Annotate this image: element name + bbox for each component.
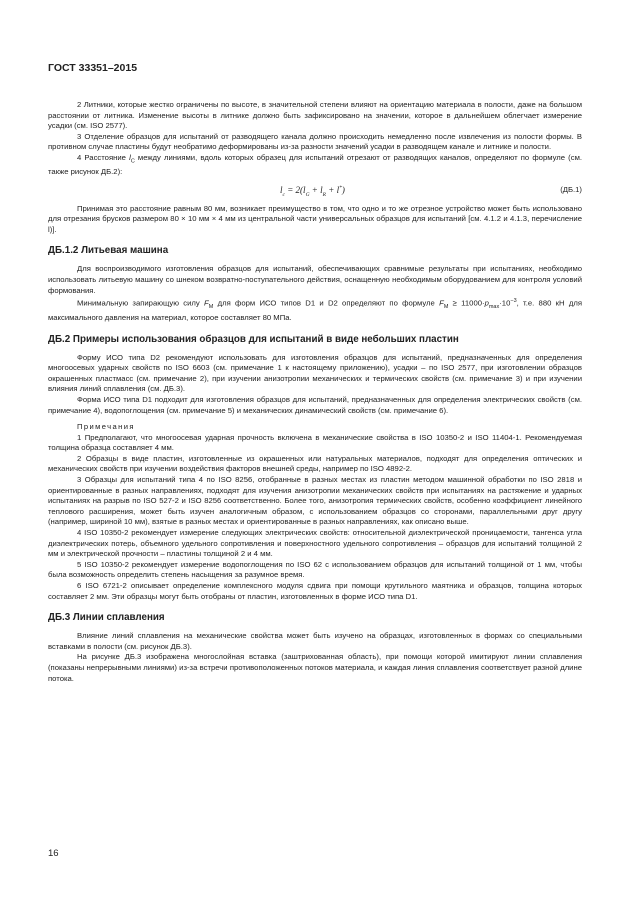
section-heading-db2: ДБ.2 Примеры использования образцов для испытаний в виде небольших пластин: [48, 333, 459, 345]
paragraph-clamp-force: Минимальную запирающую силу $F_M$ для форм ИСО типов D1 и D2 определяют по формуле $F_M \ge 11000\cdot p_{max}\cdot 10^{-3}$, т.е. 880 кН для максимального давления на материал, которое составляет 80 МПа.: [48, 298, 582, 322]
note-3: 3 Образцы для испытаний типа 4 по ISO 8256, отобранные в разных местах из пластин методом машинной обработки по ISO 2818 и ориентированные в разных направлениях, подходят для изучения анизотропии механических свойств при испытаниях на растяжение и ударных испытаниях на разрыв по ISO 527-2 и ISO 8256 соответственно. Более того, анизотропия термических свойств, особенно коэффициент линейного теплового расширения, может быть изучен аналогичным образом, с использованием образцов со сторонами, параллельными друг другу (например, шириной 10 мм), взятые в разных местах и ориентированные в разных направлениях, как описано выше.: [48, 475, 582, 527]
page-number: 16: [48, 848, 59, 859]
paragraph-note-2: 2 Литники, которые жестко ограничены по высоте, в значительной степени влияют на ориентацию материала в полости, даже на большом расстоянии от литника. Изменение высоты в литнике должно быть зафиксировано на значении, которое в дальнейшем облегчает измерение усадки (см. ISO 2577).: [48, 100, 582, 131]
section-heading-db3: ДБ.3 Линии сплавления: [48, 612, 165, 624]
section-heading-db12: ДБ.1.2 Литьевая машина: [48, 245, 169, 257]
note-1: 1 Предполагают, что многоосевая ударная прочность включена в механические свойства в ISO 10350-2 и ISO 11404-1. Рекомендуемая толщина образца составляет 4 мм.: [48, 432, 582, 453]
formula-number: (ДБ.1): [560, 184, 582, 194]
content: [48, 100, 582, 684]
paragraph-machine: Для воспроизводимого изготовления образцов для испытаний, обеспечивающих сравнимые результаты при испытаниях, необходимо использовать литьевую машину со шнеком возвратно-поступательного действия, оснащенную необходимым оборудованием для контроля условий формования.: [48, 264, 582, 295]
paragraph-figure-db3: На рисунке ДБ.3 изображена многослойная вставка (заштрихованная область), при помощи которой имитируют линии сплавления (показаны непрерывными линиями) из-за встречи противоположенных потоков материала, и каждая линия сплавления соответствует разной длине потока.: [48, 652, 582, 683]
paragraph-form-d1: Форма ИСО типа D1 подходит для изготовления образцов для испытаний, предназначенных для определения электрических свойств (см. примечание 4), водопоглощения (см. примечание 5) и механических динамический свойств (см. примечание 6).: [48, 394, 582, 415]
paragraph-note-4: 4 Расстояние $l_C$ между линиями, вдоль которых образец для испытаний отрезают от разводящих каналов, определяют по формуле (см. также рисунок ДБ.2):: [48, 152, 582, 177]
paragraph-weld-lines: Влияние линий сплавления на механические свойства может быть изучено на образцах, изготовленных в формах со специальными вставками в полости (см. рисунок ДБ.3).: [48, 631, 582, 651]
notes-title: Примечания: [77, 422, 135, 432]
note-6: 6 ISO 6721-2 описывает определение комплексного модуля сдвига при помощи крутильного маятника и образцов, толщина которых составляет 2 мм. Эти образцы могут быть отобраны от пластин, изготовленных в форме ИСО типа D1.: [48, 581, 582, 601]
note-5: 5 ISO 10350-2 рекомендует измерение водопоглощения по ISO 62 с использованием образцов для испытаний толщиной от 1 мм, чтобы была возможность определить степень насыщения за разумное время.: [48, 559, 582, 580]
paragraph-form-d2: Форму ИСО типа D2 рекомендуют использовать для изготовления образцов для испытаний, предназначенных для определения многоосевых ударных свойств по ISO 6603 (см. примечание 1 к настоящему приложению), усадки – по ISO 2577, при изготовлении образцов окрашенных пластмасс (см. примечание 2), при изучении анизотропии механических и термических свойств (см. примечание 3) и при изучении влияния линий сплавления (см. ДБ.3).: [48, 352, 582, 394]
formula-db1: [48, 178, 582, 204]
note-2: 2 Образцы в виде пластин, изготовленные из окрашенных или натуральных материалов, подходят для определения оптических и механических свойств при изучении воздействия факторов внешней среды, например по ISO 4892-2.: [48, 453, 582, 474]
note-4: 4 ISO 10350-2 рекомендует измерение следующих электрических свойств: относительной диэлектрической проницаемости, тангенса угла диэлектрических потерь, объемного удельного сопротивления и поверхностного удельного сопротивления – образцов для испытаний толщиной 2 мм и электрической прочности – пластины толщиной 2 и 4 мм.: [48, 528, 582, 559]
paragraph-note-3: 3 Отделение образцов для испытаний от разводящего канала должно происходить немедленно после извлечения из полости формы. В противном случае пластины будут необратимо деформированы из-за разности значений усадки в разводящем канале и литнике и полости.: [48, 131, 582, 152]
formula-expression: $l_c = 2(l_G + l_R + l^*)$: [280, 184, 345, 198]
document-code: ГОСТ 33351–2015: [48, 62, 138, 74]
paragraph-distance: Принимая это расстояние равным 80 мм, возникает преимущество в том, что одно и то же отрезное устройство может быть использовано для отрезания брусков размером 80 × 10 мм × 4 мм из центральной части универсальных образцов для испытаний [см. 4.1.2 и 4.1.3, перечисление l)].: [48, 203, 582, 234]
